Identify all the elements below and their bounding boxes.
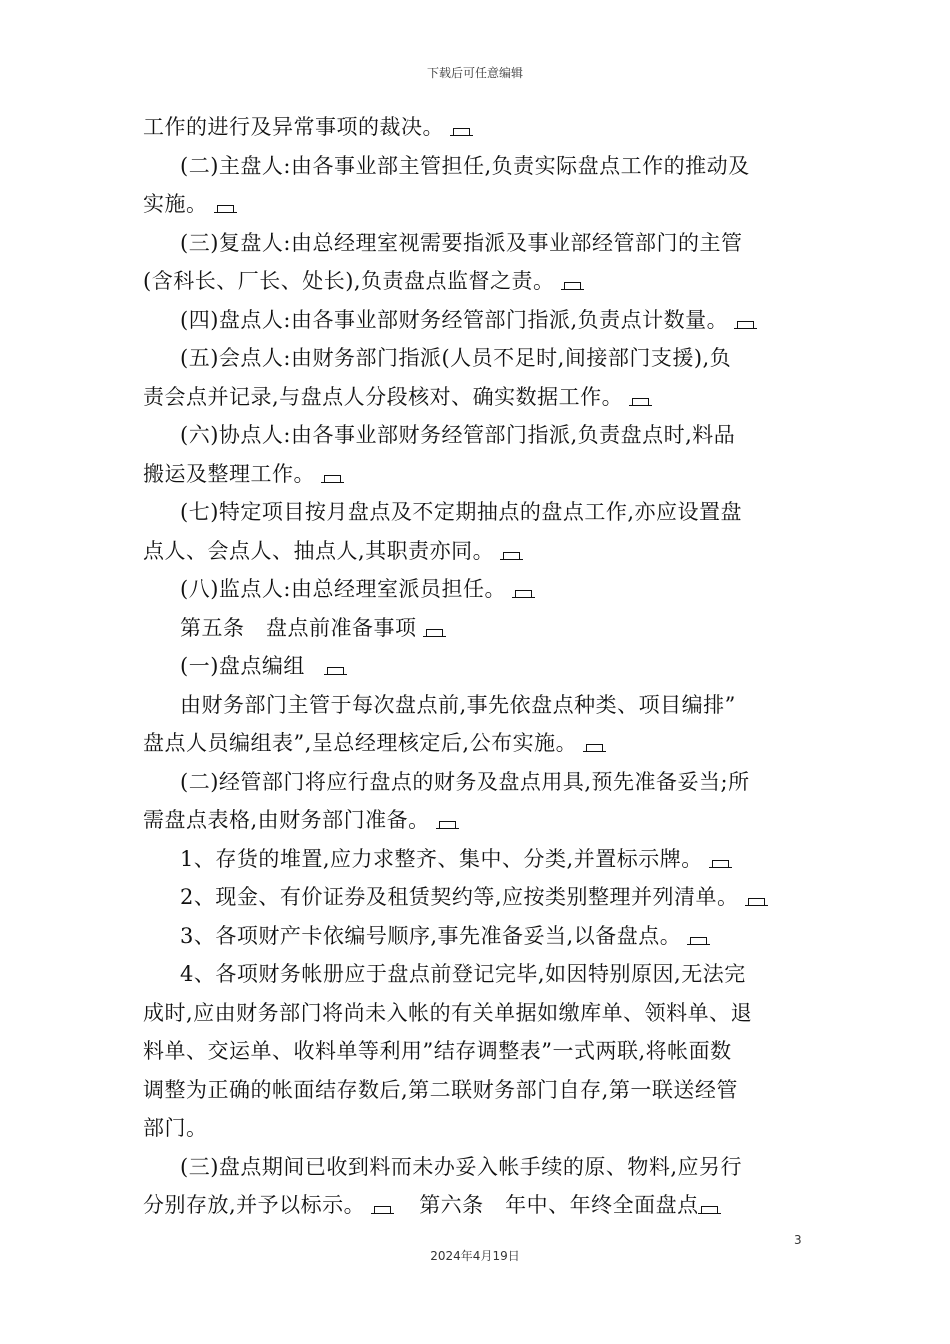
paragraph-mark-icon: [374, 1206, 391, 1214]
line-text: 成时,应由财务部门将尚未入帐的有关单据如缴库单、领料单、退: [143, 1000, 753, 1025]
line-text: (四)盘点人:由各事业部财务经管部门指派,负责点计数量。: [180, 307, 729, 332]
text-line: [143, 686, 815, 725]
text-line: [143, 917, 815, 956]
line-text: (八)监点人:由总经理室派员担任。: [180, 577, 506, 601]
paragraph-mark-icon: [632, 398, 649, 406]
text-line: [143, 147, 815, 186]
line-text: (五)会点人:由财务部门指派(人员不足时,间接部门支援),负: [180, 346, 732, 370]
line-text: (一)盘点编组: [180, 654, 305, 678]
paragraph-mark-icon: [439, 821, 456, 829]
line-text: 4、各项财务帐册应于盘点前登记完毕,如因特别原因,无法完: [180, 962, 746, 986]
line-text: (三)盘点期间已收到料而未办妥入帐手续的原、物料,应另行: [180, 1154, 743, 1179]
page-footer-date: 2024年4月19日: [430, 1249, 520, 1263]
line-text: (七)特定项目按月盘点及不定期抽点的盘点工作,亦应设置盘: [180, 500, 743, 524]
line-text: 点人、会点人、抽点人,其职责亦同。: [143, 538, 495, 563]
line-text: 需盘点表格,由财务部门准备。: [143, 808, 430, 832]
text-line: [143, 416, 815, 455]
text-line: [143, 185, 815, 224]
paragraph-mark-icon: [701, 1206, 718, 1214]
page-number: 3: [794, 1233, 802, 1247]
line-text: 料单、交运单、收料单等利用”结存调整表”一式两联,将帐面数: [143, 1039, 732, 1063]
text-line: [143, 1148, 815, 1187]
line-text: 搬运及整理工作。: [143, 461, 315, 486]
line-text: 1、存货的堆置,应力求整齐、集中、分类,并置标示牌。: [180, 846, 703, 871]
text-line: [143, 262, 815, 301]
page-header: 下载后可任意编辑: [426, 66, 523, 80]
paragraph-mark-icon: [712, 860, 729, 868]
paragraph-mark-icon: [217, 205, 234, 213]
paragraph-mark-icon: [426, 629, 443, 637]
paragraph-mark-icon: [327, 667, 344, 675]
text-line: [143, 840, 815, 879]
section-heading: 第六条 年中、年终全面盘点: [419, 1193, 699, 1217]
line-text: 盘点人员编组表”,呈总经理核定后,公布实施。: [143, 731, 578, 755]
line-text: (三)复盘人:由总经理室视需要指派及事业部经管部门的主管: [180, 230, 743, 255]
text-line: [143, 1032, 815, 1071]
document-body: [143, 108, 815, 1225]
text-line: [143, 1186, 815, 1225]
text-line: [143, 763, 815, 802]
paragraph-mark-icon: [737, 321, 754, 329]
text-line: [143, 801, 815, 840]
line-text: 责会点并记录,与盘点人分段核对、确实数据工作。: [143, 384, 624, 409]
line-text: 3、各项财产卡依编号顺序,事先准备妥当,以备盘点。: [180, 923, 682, 948]
line-text: 由财务部门主管于每次盘点前,事先依盘点种类、项目编排”: [180, 692, 736, 717]
paragraph-mark-icon: [515, 590, 532, 598]
paragraph-mark-icon: [503, 552, 520, 560]
text-line: [143, 878, 815, 917]
line-text: 工作的进行及异常事项的裁决。: [143, 115, 444, 139]
line-text: 部门。: [143, 1116, 208, 1140]
text-line: [143, 724, 815, 763]
paragraph-mark-icon: [586, 744, 603, 752]
text-line: [143, 493, 815, 532]
text-line: [143, 994, 815, 1033]
text-line: [143, 1071, 815, 1110]
text-line: [143, 955, 815, 994]
paragraph-mark-icon: [453, 128, 470, 136]
line-text: 分别存放,并予以标示。: [143, 1193, 366, 1217]
text-line: [143, 570, 815, 609]
line-text: (含科长、厂长、处长),负责盘点监督之责。: [143, 269, 555, 293]
text-line: [143, 609, 815, 648]
section-heading: 第五条 盘点前准备事项: [180, 615, 417, 640]
paragraph-mark-icon: [564, 282, 581, 290]
text-line: [143, 339, 815, 378]
text-line: [143, 301, 815, 340]
text-line: [143, 224, 815, 263]
line-text: 调整为正确的帐面结存数后,第二联财务部门自存,第一联送经管: [143, 1077, 738, 1102]
line-text: (二)主盘人:由各事业部主管担任,负责实际盘点工作的推动及: [180, 153, 750, 178]
text-line: [143, 1109, 815, 1148]
text-line: [143, 647, 815, 686]
text-line: [143, 378, 815, 417]
line-text: (六)协点人:由各事业部财务经管部门指派,负责盘点时,料品: [180, 423, 736, 447]
line-text: 2、现金、有价证券及租赁契约等,应按类别整理并列清单。: [180, 885, 739, 909]
paragraph-mark-icon: [748, 898, 765, 906]
text-line: [143, 108, 815, 147]
paragraph-mark-icon: [690, 937, 707, 945]
line-text: (二)经管部门将应行盘点的财务及盘点用具,预先准备妥当;所: [180, 769, 750, 794]
paragraph-mark-icon: [324, 475, 341, 483]
text-line: [143, 532, 815, 571]
line-text: 实施。: [143, 192, 208, 216]
text-line: [143, 455, 815, 494]
